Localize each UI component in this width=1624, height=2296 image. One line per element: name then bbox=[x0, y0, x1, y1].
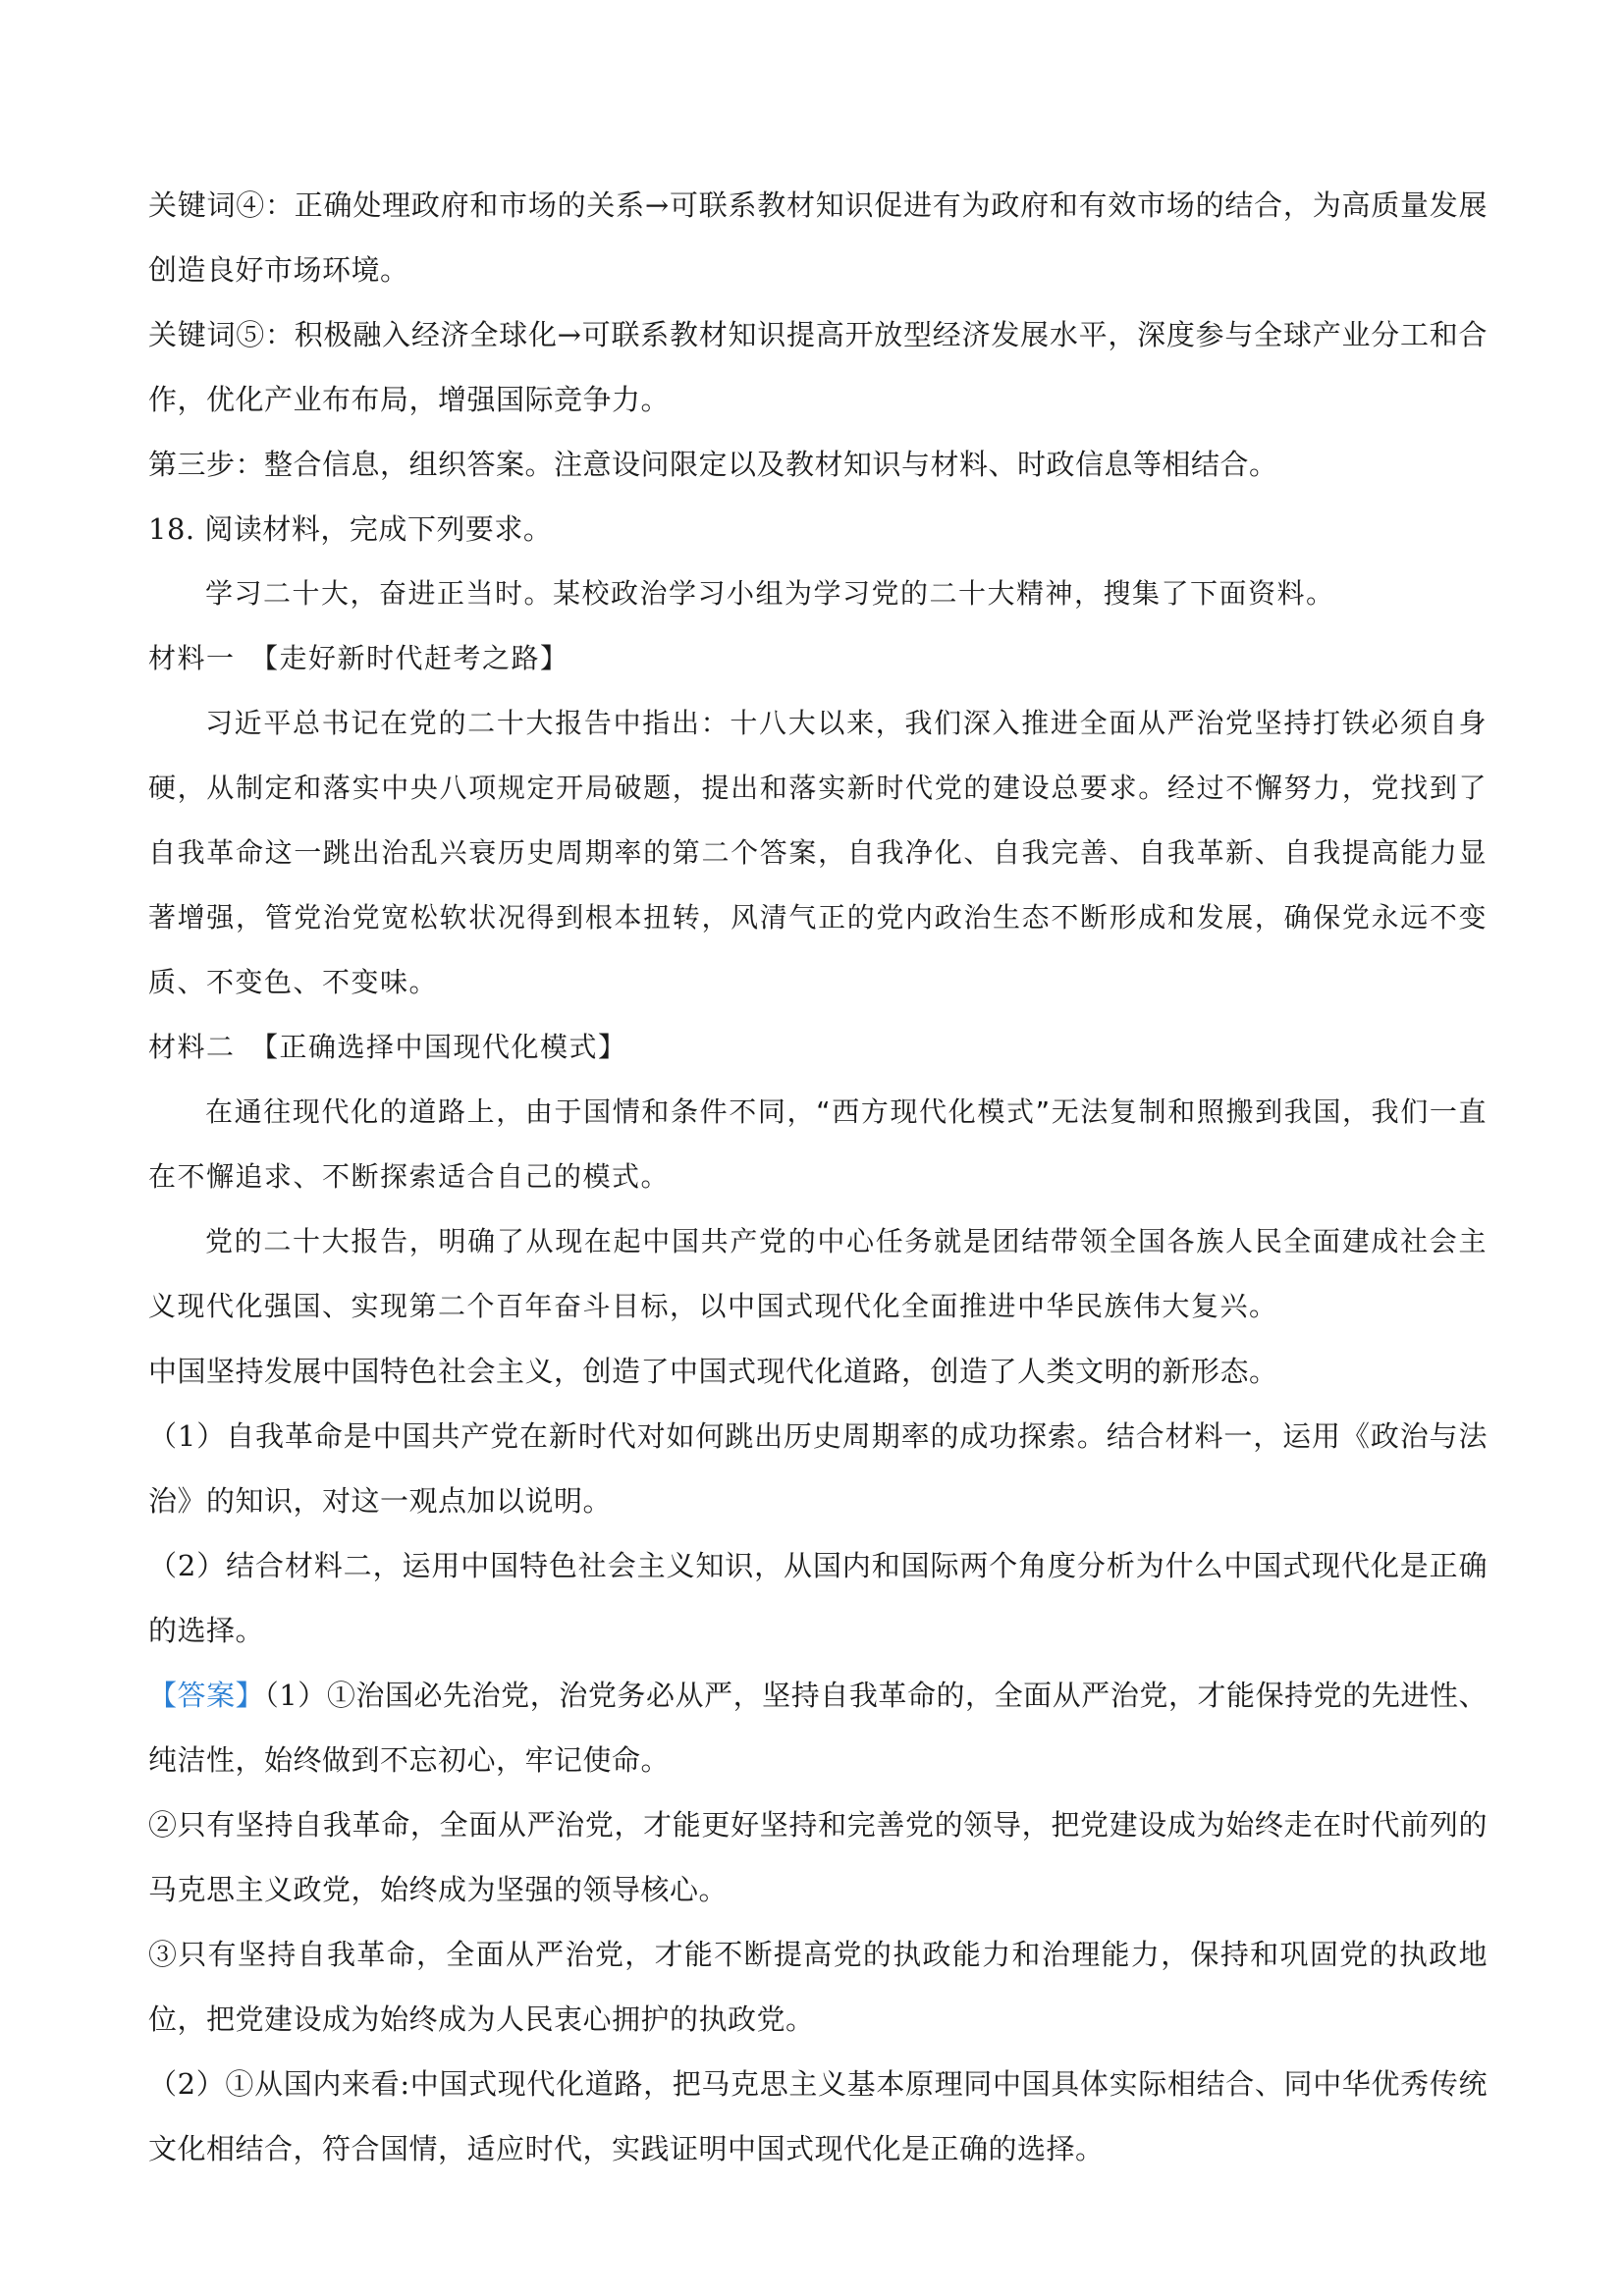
material-1-title: 材料一 【走好新时代赶考之路】 bbox=[148, 642, 569, 674]
keyword-4-paragraph: 关键词④：正确处理政府和市场的关系→可联系教材知识促进有为政府和有效市场的结合，为高质量发展创造良好市场环境。 bbox=[148, 188, 1488, 287]
material-1-text: 习近平总书记在党的二十大报告中指出：十八大以来，我们深入推进全面从严治党坚持打铁必须自身硬，从制定和落实中央八项规定开局破题，提出和落实新时代党的建设总要求。经过不懈努力，党找到了自我革命这一跳出治乱兴衰历史周期率的第二个答案，自我净化、自我完善、自我革新、自我提高能力显著增强，管党治党宽松软状况得到根本扭转，风清气正的党内政治生态不断形成和发展，确保党永远不变质、不变色、不变味。 bbox=[148, 707, 1488, 998]
question-18-intro: 学习二十大，奋进正当时。某校政治学习小组为学习党的二十大精神，搜集了下面资料。 bbox=[205, 577, 1335, 610]
question-18-heading: 18. 阅读材料，完成下列要求。 bbox=[148, 512, 553, 546]
closing-statement: 中国坚持发展中国特色社会主义，创造了中国式现代化道路，创造了人类文明的新形态。 bbox=[148, 1355, 1278, 1388]
material-2-text-1: 在通往现代化的道路上，由于国情和条件不同，“西方现代化模式”无法复制和照搬到我国，我们一直在不懈追求、不断探索适合自己的模式。 bbox=[148, 1095, 1488, 1193]
keyword-5-paragraph: 关键词⑤：积极融入经济全球化→可联系教材知识提高开放型经济发展水平，深度参与全球产业分工和合作，优化产业布布局，增强国际竞争力。 bbox=[148, 318, 1488, 416]
answer-1-point-2: ②只有坚持自我革命，全面从严治党，才能更好坚持和完善党的领导，把党建设成为始终走在时代前列的马克思主义政党，始终成为坚强的领导核心。 bbox=[148, 1808, 1488, 1906]
answer-2-point-1: （2）①从国内来看:中国式现代化道路，把马克思主义基本原理同中国具体实际相结合、同中华优秀传统文化相结合，符合国情，适应时代，实践证明中国式现代化是正确的选择。 bbox=[148, 2067, 1488, 2165]
answer-tag: 【答案】 bbox=[148, 1679, 265, 1712]
answer-1-point-1 bbox=[148, 1663, 1488, 1792]
step-3-paragraph: 第三步：整合信息，组织答案。注意设问限定以及教材知识与材料、时政信息等相结合。 bbox=[148, 448, 1278, 481]
document-body bbox=[148, 173, 1488, 2181]
answer-1-point-1-text: （1）①治国必先治党，治党务必从严，坚持自我革命的，全面从严治党，才能保持党的先进性、纯洁性，始终做到不忘初心，牢记使命。 bbox=[148, 1679, 1488, 1777]
answer-1-point-3: ③只有坚持自我革命，全面从严治党，才能不断提高党的执政能力和治理能力，保持和巩固党的执政地位，把党建设成为始终成为人民衷心拥护的执政党。 bbox=[148, 1938, 1488, 2036]
material-2-title: 材料二 【正确选择中国现代化模式】 bbox=[148, 1031, 627, 1063]
material-2-text-2: 党的二十大报告，明确了从现在起中国共产党的中心任务就是团结带领全国各族人民全面建成社会主义现代化强国、实现第二个百年奋斗目标，以中国式现代化全面推进中华民族伟大复兴。 bbox=[148, 1225, 1488, 1322]
sub-question-1: （1）自我革命是中国共产党在新时代对如何跳出历史周期率的成功探索。结合材料一，运用《政治与法治》的知识，对这一观点加以说明。 bbox=[148, 1419, 1488, 1518]
sub-question-2: （2）结合材料二，运用中国特色社会主义知识，从国内和国际两个角度分析为什么中国式现代化是正确的选择。 bbox=[148, 1549, 1488, 1647]
